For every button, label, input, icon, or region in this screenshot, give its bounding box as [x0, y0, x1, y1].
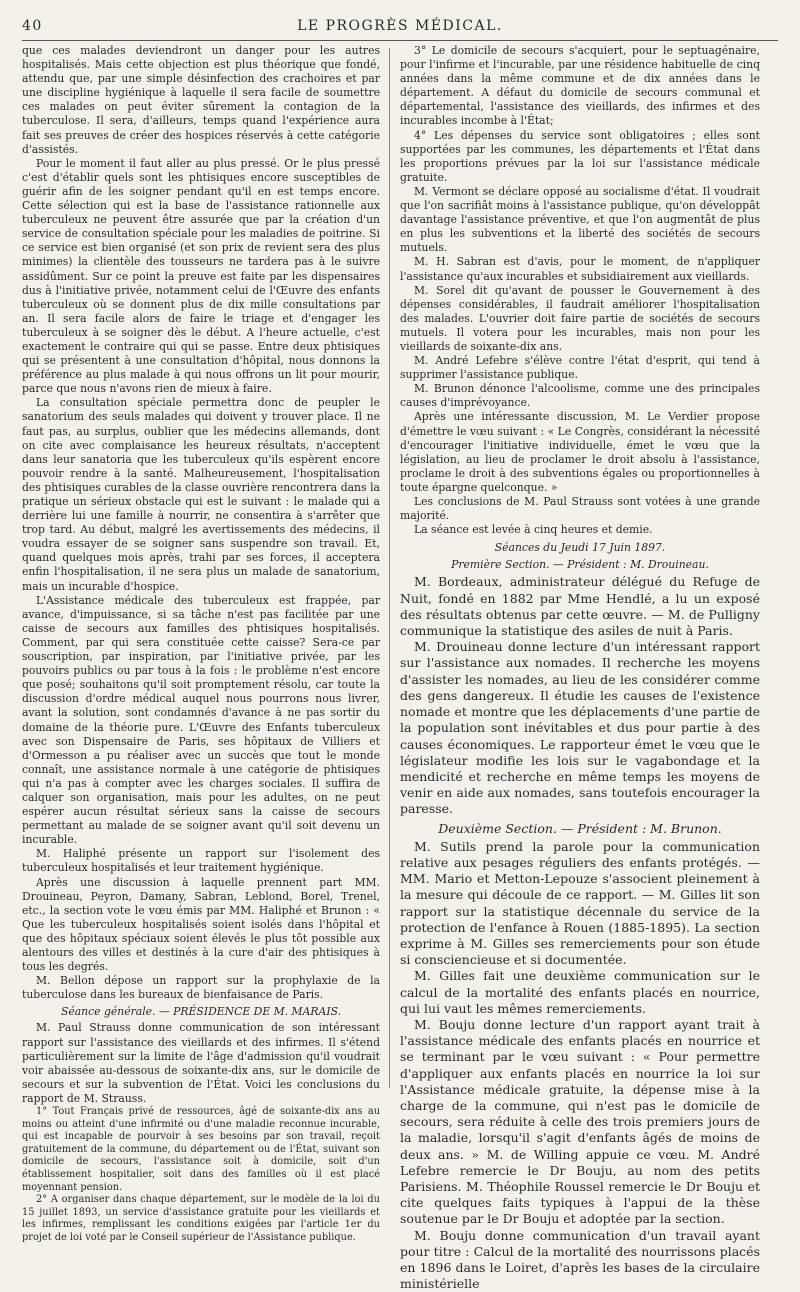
- paragraph: M. Bouju donne communication d'un travail ayant pour titre : Calcul de la mortalité des nourrissons placés en 1896 dans le Loiret, d'après les bases de la circulaire ministérielle: [400, 1227, 760, 1292]
- paragraph: Après une discussion à laquelle prennent part MM. Drouineau, Peyron, Damany, Sabran, Leblond, Borel, Trenel, etc., la section vote le vœu émis par MM. Haliphé et Brunon : « Que les tuberculeux hospitalisés soient isolés dans l'hôpital et que des hôpitaux spéciaux soient élevés le plus tôt possible aux alentours des villes et destinés à la cure d'air des phtisiques à tous les degrés.: [22, 875, 380, 974]
- paragraph: M. Drouineau donne lecture d'un intéressant rapport sur l'assistance aux nomades. Il recherche les moyens d'assister les nomades, au lieu de les considérer comme des gens dangereux. Il étudie les causes de l'existence nomade et montre que les déplacements d'une partie de la population sont inévitables et dus pour partie à des causes économiques. Le rapporteur émet le vœu que le législateur modifie les lois sur le vagabondage et la mendicité et recherche en même temps les moyens de venir en aide aux nomades, sans toutefois encourager la paresse.: [400, 639, 760, 817]
- paragraph: Les conclusions de M. Paul Strauss sont votées à une grande majorité.: [400, 495, 760, 523]
- journal-title: LE PROGRÈS MÉDICAL.: [297, 18, 503, 34]
- paragraph: M. Bellon dépose un rapport sur la prophylaxie de la tuberculose dans les bureaux de bienfaisance de Paris.: [22, 974, 380, 1002]
- paragraph: M. André Lefebre s'élève contre l'état d'esprit, qui tend à supprimer l'assistance publique.: [400, 354, 760, 382]
- paragraph: L'Assistance médicale des tuberculeux est frappée, par avance, d'impuissance, si sa tâche n'est pas facilitée par une caisse de secours aux familles des phtisiques hospitalisés. Comment, par qui sera constituée cette caisse? Sera-ce par souscription, par inspiration, par l'initiative privée, par les pouvoirs publics ou par tous à la fois : le problème n'est encore que posé; souhaitons qu'il soit promptement résolu, car toute la discussion d'ordre médical auquel nous pourrons nous livrer, avant la solution, sont condamnés d'avance à ne pas sortir du domaine de la théorie pure. L'Œuvre des Enfants tuberculeux avec son Dispensaire de Paris, ses hôpitaux de Villiers et d'Ormesson a pu réaliser avec un succès que tout le monde connaît, une assistance normale à une catégorie de phtisiques qui n'a pas à compter avec les charges sociales. Il suffira de calquer son organisation, mais pour les adultes, on ne peut espérer aucun résultat sérieux sans la caisse de secours permettant au malade de se soigner avant qu'il soit devenu un incurable.: [22, 593, 380, 847]
- paragraph: Séance générale. — PRÉSIDENCE DE M. MARAIS.: [60, 1005, 342, 1019]
- paragraph: M. Paul Strauss donne communication de son intéressant rapport sur l'assistance des vieillards et des infirmes. Il s'étend particulièrement sur la limite de l'âge d'admission qu'il voudrait voir abaissée au-dessous de soixante-dix ans, sur le domicile de secours et sur la subvention de l'État. Voici les conclusions du rapport de M. Strauss.: [22, 1021, 380, 1105]
- running-head: [22, 18, 778, 38]
- paragraph: M. Sorel dit qu'avant de pousser le Gouvernement à des dépenses considérables, il faudrait améliorer l'hospitalisation des malades. L'ouvrier doit faire partie de sociétés de secours mutuels. Il votera pour les incurables, mais non pour les vieillards de soixante-dix ans.: [400, 283, 760, 353]
- paragraph: 3° Le domicile de secours s'acquiert, pour le septuagénaire, pour l'infirme et l'incurable, par une résidence habituelle de cinq années dans la même commune et de dix années dans le département. A défaut du domicile de secours communal et départemental, l'assistance des vieillards, des infirmes et des incurables incombe à l'État;: [400, 44, 760, 128]
- paragraph: Après une intéressante discussion, M. Le Verdier propose d'émettre le vœu suivant : « Le Congrès, considérant la nécessité d'encourager l'initiative individuelle, émet le vœu que la législation, au lieu de proclamer le droit absolu à l'assistance, proclame le droit à des subventions égales ou proportionnelles à toute épargne quelconque. »: [400, 410, 760, 494]
- paragraph: M. H. Sabran est d'avis, pour le moment, de n'appliquer l'assistance qu'aux incurables et subsidiairement aux vieillards.: [400, 255, 760, 283]
- paragraph: M. Vermont se déclare opposé au socialisme d'état. Il voudrait que l'on sacrifiât moins à l'assistance publique, qu'on développât davantage l'assistance préventive, et que l'on augmentât de plus en plus les subventions et la liberté des sociétés de secours mutuels.: [400, 184, 760, 255]
- paragraph: M. Bouju donne lecture d'un rapport ayant trait à l'assistance médicale des enfants placés en nourrice et se terminant par le vœu suivant : « Pour permettre d'appliquer aux enfants placés en nourrice la loi sur l'Assistance médicale gratuite, la dépense mise à la charge de la commune, qui n'est pas le domicile de secours, sera réduite à celle des trois premiers jours de la maladie, lorsqu'il s'agit d'enfants âgés de moins de deux ans. » M. de Willing appuie ce vœu. M. André Lefebre remercie le Dr Bouju, au nom des petits Parisiens. M. Théophile Roussel remercie le Dr Bouju et cite quelques faits typiques à l'appui de la thèse soutenue par le Dr Bouju et adoptée par la section.: [400, 1016, 760, 1227]
- paragraph: M. Brunon dénonce l'alcoolisme, comme une des principales causes d'imprévoyance.: [400, 382, 760, 410]
- paragraph: M. Bordeaux, administrateur délégué du Refuge de Nuit, fondé en 1882 par Mme Hendlé, a lu un exposé des résultats obtenus par cette œuvre. — M. de Pulligny communique la statistique des asiles de nuit à Paris.: [400, 574, 760, 639]
- paragraph: La consultation spéciale permettra donc de peupler le sanatorium des seuls malades qui doivent y trouver place. Il ne faut pas, au surplus, oublier que les médecins allemands, dont on cite avec complaisance les heureux résultats, n'acceptent dans leur sanatoria que les tuberculeux qu'ils espèrent encore pouvoir rendre à la santé. Malheureusement, l'hospitalisation des phtisiques curables de la classe ouvrière rencontrera dans la pratique un sérieux obstacle qui est le suivant : le malade qui a derrière lui une famille à nourrir, ne consentira à s'arrêter que trop tard. Au début, malgré les avertissements des médecins, il voudra essayer de se soigner sans suspendre son travail. Et, quand quelques mois après, trahi par ses forces, il acceptera enfin l'hospitalisation, il ne sera plus un malade de sanatorium, mais un incurable d'hospice.: [22, 396, 380, 593]
- paragraph: M. Gilles fait une deuxième communication sur le calcul de la mortalité des enfants placés en nourrice, qui lui vaut les mêmes remerciements.: [400, 968, 760, 1016]
- paragraph: 2° A organiser dans chaque département, sur le modèle de la loi du 15 juillet 1893, un service d'assistance gratuite pour les vieillards et les infirmes, remplissant les conditions exigées par l'article 1er du projet de loi voté par le Conseil supérieur de l'Assistance publique.: [22, 1194, 380, 1243]
- header-rule: [22, 40, 778, 41]
- paragraph: Première Section. — Président : M. Drouineau.: [451, 558, 709, 572]
- paragraph: que ces malades deviendront un danger pour les autres hospitalisés. Mais cette objection est plus théorique que fondé, attendu que, par une simple désinfection des crachoires et par une discipline hygiénique à laquelle il sera facile de soumettre ces malades on peut éviter sûrement la contagion de la tuberculose. Il sera, d'ailleurs, temps quand l'expérience aura fait ses preuves de créer des hospices réservés à cette catégorie d'assistés.: [22, 44, 380, 156]
- paragraph: M. Haliphé présente un rapport sur l'isolement des tuberculeux hospitalisés et leur traitement hygiénique.: [22, 847, 380, 875]
- left-column: [22, 44, 380, 1245]
- paragraph: 1° Tout Français privé de ressources, âgé de soixante-dix ans au moins ou atteint d'une infirmité ou d'une maladie reconnue incurable, qui est incapable de pourvoir à ses besoins par son travail, reçoit gratuitement de la commune, du département ou de l'État, suivant son domicile de secours, l'assistance soit à domicile, soit d'un établissement hospitalier, soit dans des familles où il est placé moyennant pension.: [22, 1106, 380, 1193]
- paragraph: Pour le moment il faut aller au plus pressé. Or le plus pressé c'est d'établir quels sont les phtisiques encore susceptibles de guérir afin de les soigner pendant qu'il en est temps encore. Cette sélection qui est la base de l'assistance rationnelle aux tuberculeux ne peuvent être assurée que par la création d'un service de consultation spéciale pour les maladies de poitrine. Si ce service est bien organisé (et son prix de revient sera des plus minimes) la clientèle des tousseurs ne tardera pas à le suivre assidûment. Sur ce point la preuve est faite par les dispensaires dus à l'initiative privée, notamment celui de l'Œuvre des enfants tuberculeux où se donnent plus de dix mille consultations par an. Il sera facile alors de faire le triage et d'engager les tuberculeux à se soigner dès le début. A l'heure actuelle, c'est exactement le contraire qui qui se passe. Entre deux phtisiques qui se présentent à une consultation d'hôpital, nous donnons la préférence au plus malade à qui nous offrons un lit pour mourir, parce que nous n'avons rien de mieux à faire.: [22, 156, 380, 396]
- page-number: 40: [22, 18, 43, 34]
- paragraph: Deuxième Section. — Président : M. Brunon.: [438, 820, 722, 836]
- paragraph: Séances du Jeudi 17 Juin 1897.: [494, 541, 666, 555]
- paragraph: M. Sutils prend la parole pour la communication relative aux pesages réguliers des enfants protégés. — MM. Mario et Metton-Lepouze s'associent pleinement à la mesure qui découle de ce rapport. — M. Gilles lit son rapport sur la statistique décennale du service de la protection de l'enfance à Rouen (1885-1895). La section exprime à M. Gilles ses remerciements pour son étude si consciencieuse et si documentée.: [400, 838, 760, 968]
- right-column: [400, 44, 760, 1292]
- paragraph: La séance est levée à cinq heures et demie.: [414, 523, 653, 537]
- paragraph: 4° Les dépenses du service sont obligatoires ; elles sont supportées par les communes, les départements et l'État dans les proportions prévues par la loi sur l'assistance médicale gratuite.: [400, 128, 760, 184]
- column-rule: [389, 48, 390, 1088]
